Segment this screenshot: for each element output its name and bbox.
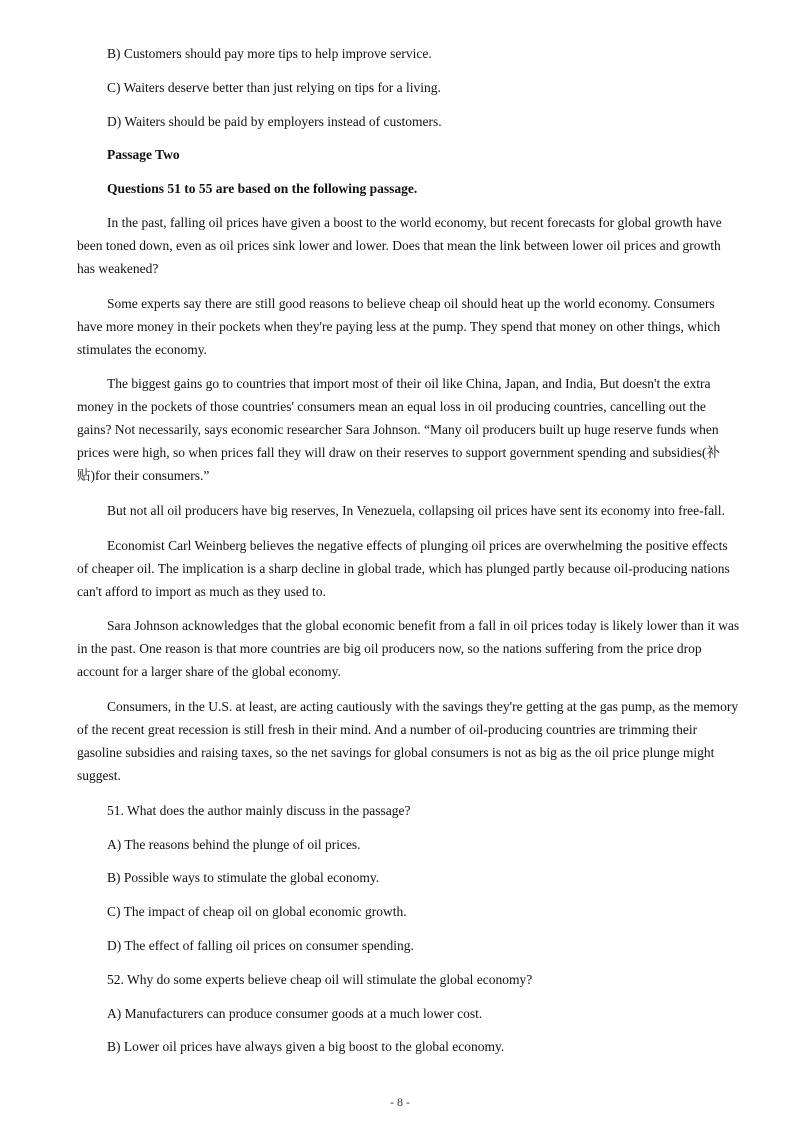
passage-paragraph-5: Economist Carl Weinberg believes the negative effects of plunging oil prices are overwhelming the positive effects of cheaper oil. The implication is a sharp decline in global trade, which has plunged partly because oil-producing nations can't afford to import as much as they used to. xyxy=(77,537,730,599)
page-content xyxy=(77,42,741,1069)
q51-option-b: B) Possible ways to stimulate the global economy. xyxy=(107,870,380,886)
q52-question: 52. Why do some experts believe cheap oil will stimulate the global economy? xyxy=(107,971,533,987)
q50-option-c: C) Waiters deserve better than just relying on tips for a living. xyxy=(107,79,441,95)
q50-option-b: B) Customers should pay more tips to help improve service. xyxy=(107,46,432,61)
passage-instruction: Questions 51 to 55 are based on the following passage. xyxy=(107,181,418,197)
q50-option-d: D) Waiters should be paid by employers instead of customers. xyxy=(107,113,442,129)
q51-question: 51. What does the author mainly discuss in the passage? xyxy=(107,802,411,818)
passage-heading: Passage Two xyxy=(107,147,180,163)
passage-paragraph-3: The biggest gains go to countries that import most of their oil like China, Japan, and India, But doesn't the extra money in the pockets of those countries' consumers mean an equal loss in oil producing countries, cancelling out the gains? Not necessarily, says economic researcher Sara Johnson. “Many oil producers built up huge reserve funds when prices were high, so when prices fall they will draw on their reserves to support government spending and subsidies(补贴)for their consumers.” xyxy=(77,376,720,484)
passage-paragraph-7: Consumers, in the U.S. at least, are acting cautiously with the savings they're getting at the gas pump, as the memory of the recent great recession is still fresh in their mind. And a number of oil-producing countries are trimming their gasoline subsidies and raising taxes, so the net savings for global consumers is not as big as the oil price plunge might suggest. xyxy=(77,699,739,784)
q52-option-b: B) Lower oil prices have always given a big boost to the global economy. xyxy=(107,1039,505,1055)
q51-option-a: A) The reasons behind the plunge of oil prices. xyxy=(107,836,361,852)
page-number: - 8 - xyxy=(390,1095,410,1109)
passage-paragraph-2: Some experts say there are still good reasons to believe cheap oil should heat up the world economy. Consumers have more money in their pockets when they're paying less at the pump. They spend that money on other things, which stimulates the economy. xyxy=(77,295,721,357)
passage-paragraph-1: In the past, falling oil prices have given a boost to the world economy, but recent forecasts for global growth have been toned down, even as oil prices sink lower and lower. Does that mean the link between lower oil prices and growth has weakened? xyxy=(77,214,722,276)
q51-option-c: C) The impact of cheap oil on global economic growth. xyxy=(107,904,407,920)
q51-option-d: D) The effect of falling oil prices on consumer spending. xyxy=(107,937,414,953)
q52-option-a: A) Manufacturers can produce consumer goods at a much lower cost. xyxy=(107,1005,483,1021)
passage-paragraph-4: But not all oil producers have big reserves, In Venezuela, collapsing oil prices have sent its economy into free-fall. xyxy=(107,503,725,519)
passage-paragraph-6: Sara Johnson acknowledges that the global economic benefit from a fall in oil prices today is likely lower than it was in the past. One reason is that more countries are big oil producers now, so the nations suffering from the price drop account for a larger share of the global economy. xyxy=(77,618,740,680)
